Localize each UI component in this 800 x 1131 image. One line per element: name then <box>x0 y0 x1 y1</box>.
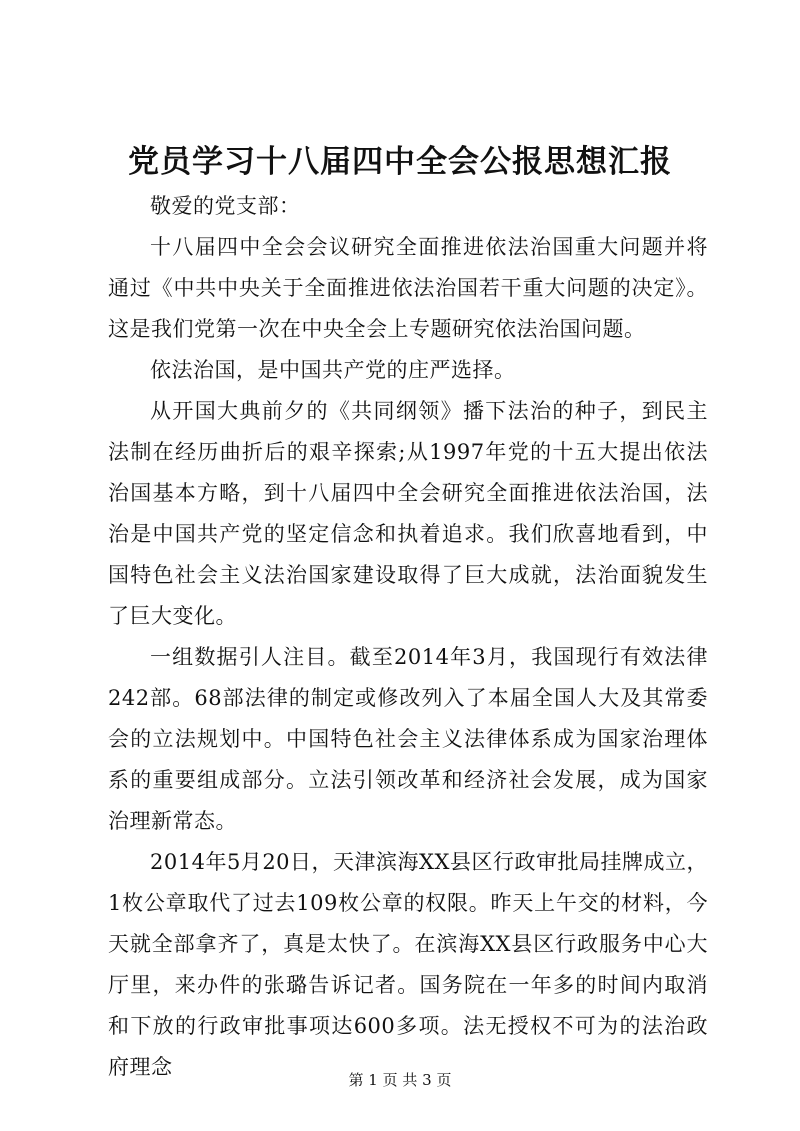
document-title: 党员学习十八届四中全会公报思想汇报 <box>128 144 672 180</box>
paragraph-data: 一组数据引人注目。截至2014年3月，我国现行有效法律242部。68部法律的制定或修改列入了本届全国人大及其常委会的立法规划中。中国特色社会主义法律体系成为国家治理体系的重要组成部分。立法引领改革和经济社会发展，成为国家治理新常态。 <box>108 645 708 833</box>
paragraph-tianjin: 2014年5月20日，天津滨海XX县区行政审批局挂牌成立，1枚公章取代了过去109枚公章的权限。昨天上午交的材料，今天就全部拿齐了，真是太快了。在滨海XX县区行政服务中心大厅里，来办件的张璐告诉记者。国务院在一年多的时间内取消和下放的行政审批事项达600多项。法无授权不可为的法治政府理念 <box>108 850 708 1079</box>
paragraph-intro: 十八届四中全会会议研究全面推进依法治国重大问题并将通过《中共中央关于全面推进依法治国若干重大问题的决定》。这是我们党第一次在中央全会上专题研究依法治国问题。 <box>108 235 708 341</box>
document-body <box>108 186 708 1088</box>
page-footer: 第 1 页 共 3 页 <box>348 1071 452 1089</box>
salutation: 敬爱的党支部： <box>150 194 301 218</box>
paragraph-history: 从开国大典前夕的《共同纲领》播下法治的种子，到民主法制在经历曲折后的艰辛探索;从1997年党的十五大提出依法治国基本方略，到十八届四中全会研究全面推进依法治国，法治是中国共产党的坚定信念和执着追求。我们欣喜地看到，中国特色社会主义法治国家建设取得了巨大成就，法治面貌发生了巨大变化。 <box>108 399 708 628</box>
paragraph-rule-of-law: 依法治国，是中国共产党的庄严选择。 <box>150 358 516 382</box>
